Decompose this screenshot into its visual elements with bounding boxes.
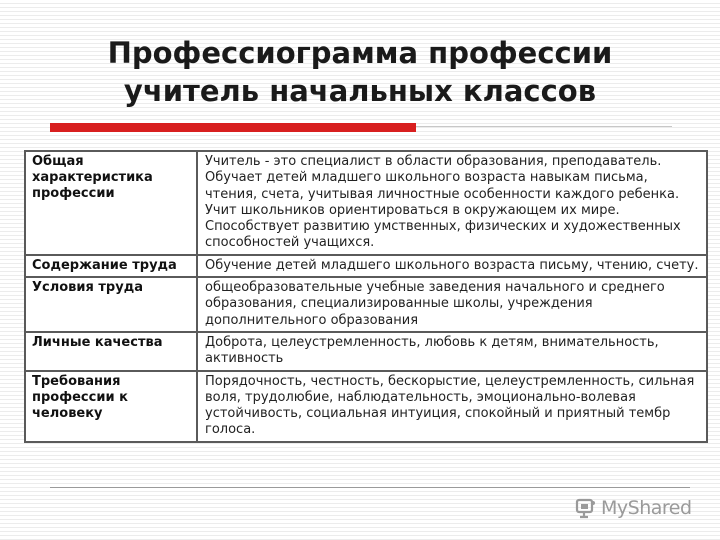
row-label: Общая характеристика профессии [26,152,198,254]
table-row-content [26,254,706,276]
title-accent-bar [50,123,416,132]
table-row-conditions [26,276,706,331]
watermark-logo [575,495,692,521]
table-row-general [26,152,706,254]
watermark-text: MyShared [601,497,692,519]
table-row-requirements [26,370,706,441]
slide-title [60,34,660,110]
title-divider-line [416,126,672,127]
slide-title-line-2: учитель начальных классов [123,74,597,108]
row-label: Содержание труда [26,256,198,276]
row-text: Обучение детей младшего школьного возраста письму, чтению, счету. [205,257,699,273]
myshared-logo-icon [575,497,597,519]
row-text: Порядочность, честность, бескорыстие, целеустремленность, сильная воля, трудолюбие, наблюдательность, эмоционально-волевая устойчивость, социальная интуиция, спокойный и приятный тембр голоса. [205,373,695,438]
row-text: общеобразовательные учебные заведения начального и среднего образования, специализированные школы, учреждения дополнительного образования [205,280,665,328]
profession-table [24,150,708,443]
row-label: Требования профессии к человеку [26,372,198,441]
row-text: Доброта, целеустремленность, любовь к детям, внимательность, активность [205,334,659,367]
row-label: Условия труда [26,278,198,331]
footer-divider-line [50,487,690,488]
row-text: Учитель - это специалист в области образования, преподаватель. Обучает детей младшего школьного возраста навыкам письма, чтения, счета, учитывая личностные особенности каждого ребенка. Учит школьников ориентироваться в окружающем их мире. Способствует развитию умственных, физических и художественных способностей учащихся. [205,154,681,251]
slide-title-line-1: Профессиограмма профессии [107,36,613,70]
row-label: Личные качества [26,333,198,370]
table-row-qualities [26,331,706,370]
